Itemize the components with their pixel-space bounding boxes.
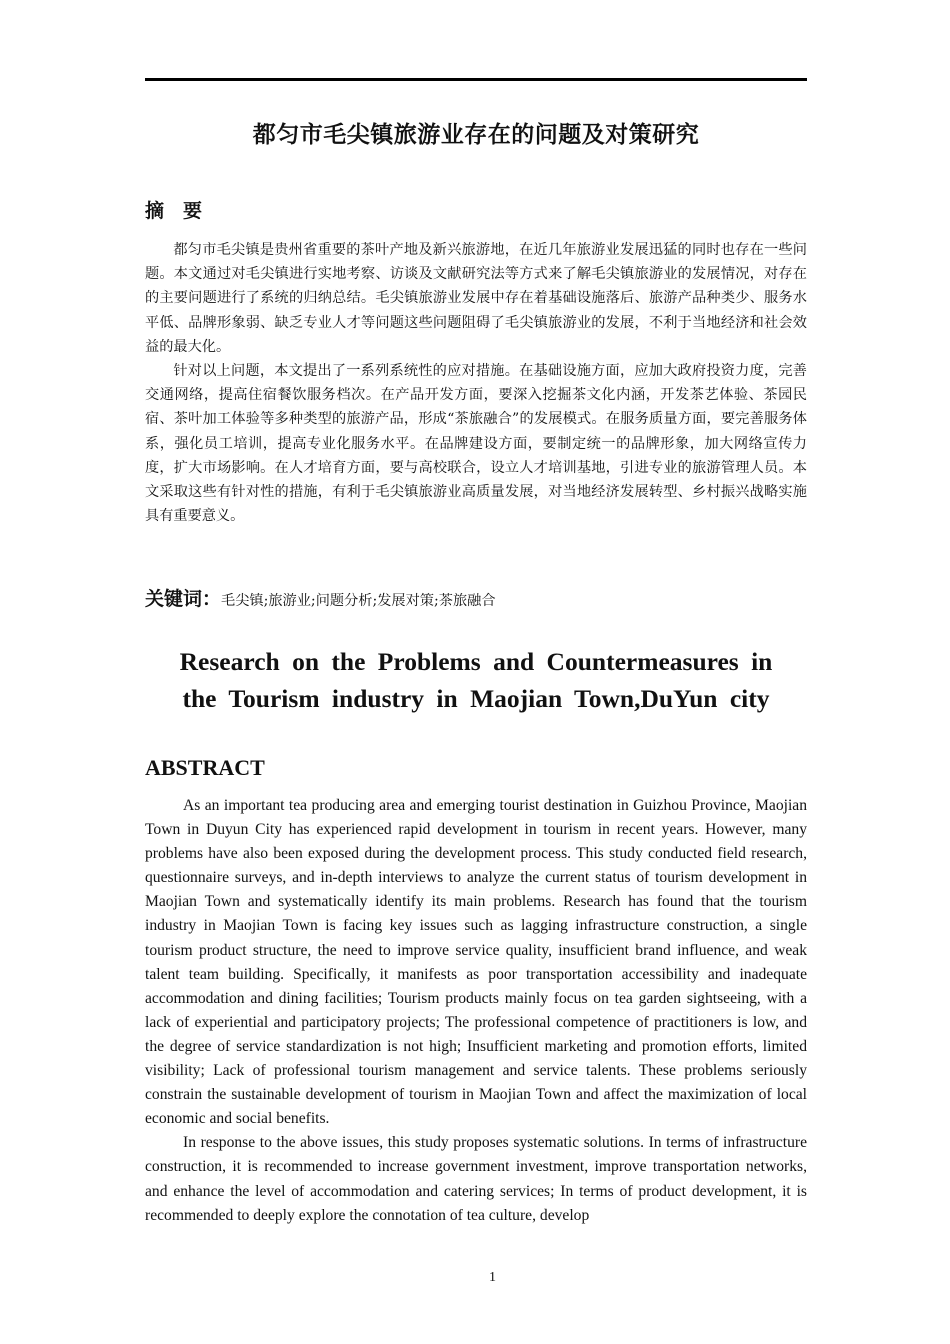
chinese-abstract-paragraph-2: 针对以上问题，本文提出了一系列系统性的应对措施。在基础设施方面，应加大政府投资力度，完善交通网络，提高住宿餐饮服务档次。在产品开发方面，要深入挖掘茶文化内涵，开发茶艺体验、茶园民宿、茶叶加工体验等多种类型的旅游产品，形成“茶旅融合”的发展模式。在服务质量方面，要完善服务体系，强化员工培训，提高专业化服务水平。在品牌建设方面，要制定统一的品牌形象，加大网络宣传力度，扩大市场影响。在人才培育方面，要与高校联合，设立人才培训基地，引进专业的旅游管理人员。本文采取这些有针对性的措施，有利于毛尖镇旅游业高质量发展，对当地经济发展转型、乡村振兴战略实施具有重要意义。 — [145, 363, 807, 525]
english-abstract-paragraph-1: As an important tea producing area and emerging tourist destination in Guizhou Province, Maojian Town in Duyun City has experienced rapid development in tourism in recent years. However, many problems have also been exposed during the development process. This study conducted field research, questionnaire surveys, and in-depth interviews to analyze the current status of tourism development in Maojian Town and systematically identify its main problems. Research has found that the tourism industry in Maojian Town is facing key issues such as lagging infrastructure construction, a single tourism product structure, the need to improve service quality, insufficient brand influence, and weak talent team building. Specifically, it manifests as poor transportation accessibility and inadequate accommodation and dining facilities; Tourism products mainly focus on tea garden sightseeing, with a lack of experiential and participatory projects; The professional competence of practitioners is low, and the degree of service standardization is not high; Insufficient marketing and promotion efforts, limited visibility; Lack of professional tourism management and service talents. These problems seriously constrain the sustainable development of tourism in Maojian Town and affect the maximization of local economic and social benefits. — [145, 797, 807, 1128]
keywords-label: 关键词： — [145, 588, 222, 610]
chinese-abstract-paragraph-1: 都匀市毛尖镇是贵州省重要的茶叶产地及新兴旅游地，在近几年旅游业发展迅猛的同时也存在一些问题。本文通过对毛尖镇进行实地考察、访谈及文献研究法等方式来了解毛尖镇旅游业的发展情况，对存在的主要问题进行了系统的归纳总结。毛尖镇旅游业发展中存在着基础设施落后、旅游产品种类少、服务水平低、品牌形象弱、缺乏专业人才等问题这些问题阻碍了毛尖镇旅游业的发展，不利于当地经济和社会效益的最大化。 — [145, 242, 807, 355]
english-abstract — [145, 794, 807, 1228]
english-title — [145, 643, 807, 717]
chinese-title: 都匀市毛尖镇旅游业存在的问题及对策研究 — [252, 122, 700, 148]
top-rule — [145, 78, 807, 81]
keywords-line — [145, 584, 807, 611]
keywords-value: 毛尖镇;旅游业;问题分析;发展对策;茶旅融合 — [221, 593, 496, 609]
chinese-abstract — [145, 238, 807, 528]
page-number: 1 — [489, 1270, 496, 1285]
english-title-line-1: Research on the Problems and Countermeasures in — [179, 647, 773, 676]
english-title-line-2: the Tourism industry in Maojian Town,DuYun city — [182, 684, 770, 713]
english-abstract-heading: ABSTRACT — [145, 755, 265, 780]
chinese-abstract-heading: 摘 要 — [145, 200, 203, 222]
english-abstract-paragraph-2: In response to the above issues, this study proposes systematic solutions. In terms of infrastructure construction, it is recommended to increase government investment, improve transportation networks, and enhance the level of accommodation and catering services; In terms of product development, it is recommended to deeply explore the connotation of tea culture, develop — [145, 1134, 807, 1224]
